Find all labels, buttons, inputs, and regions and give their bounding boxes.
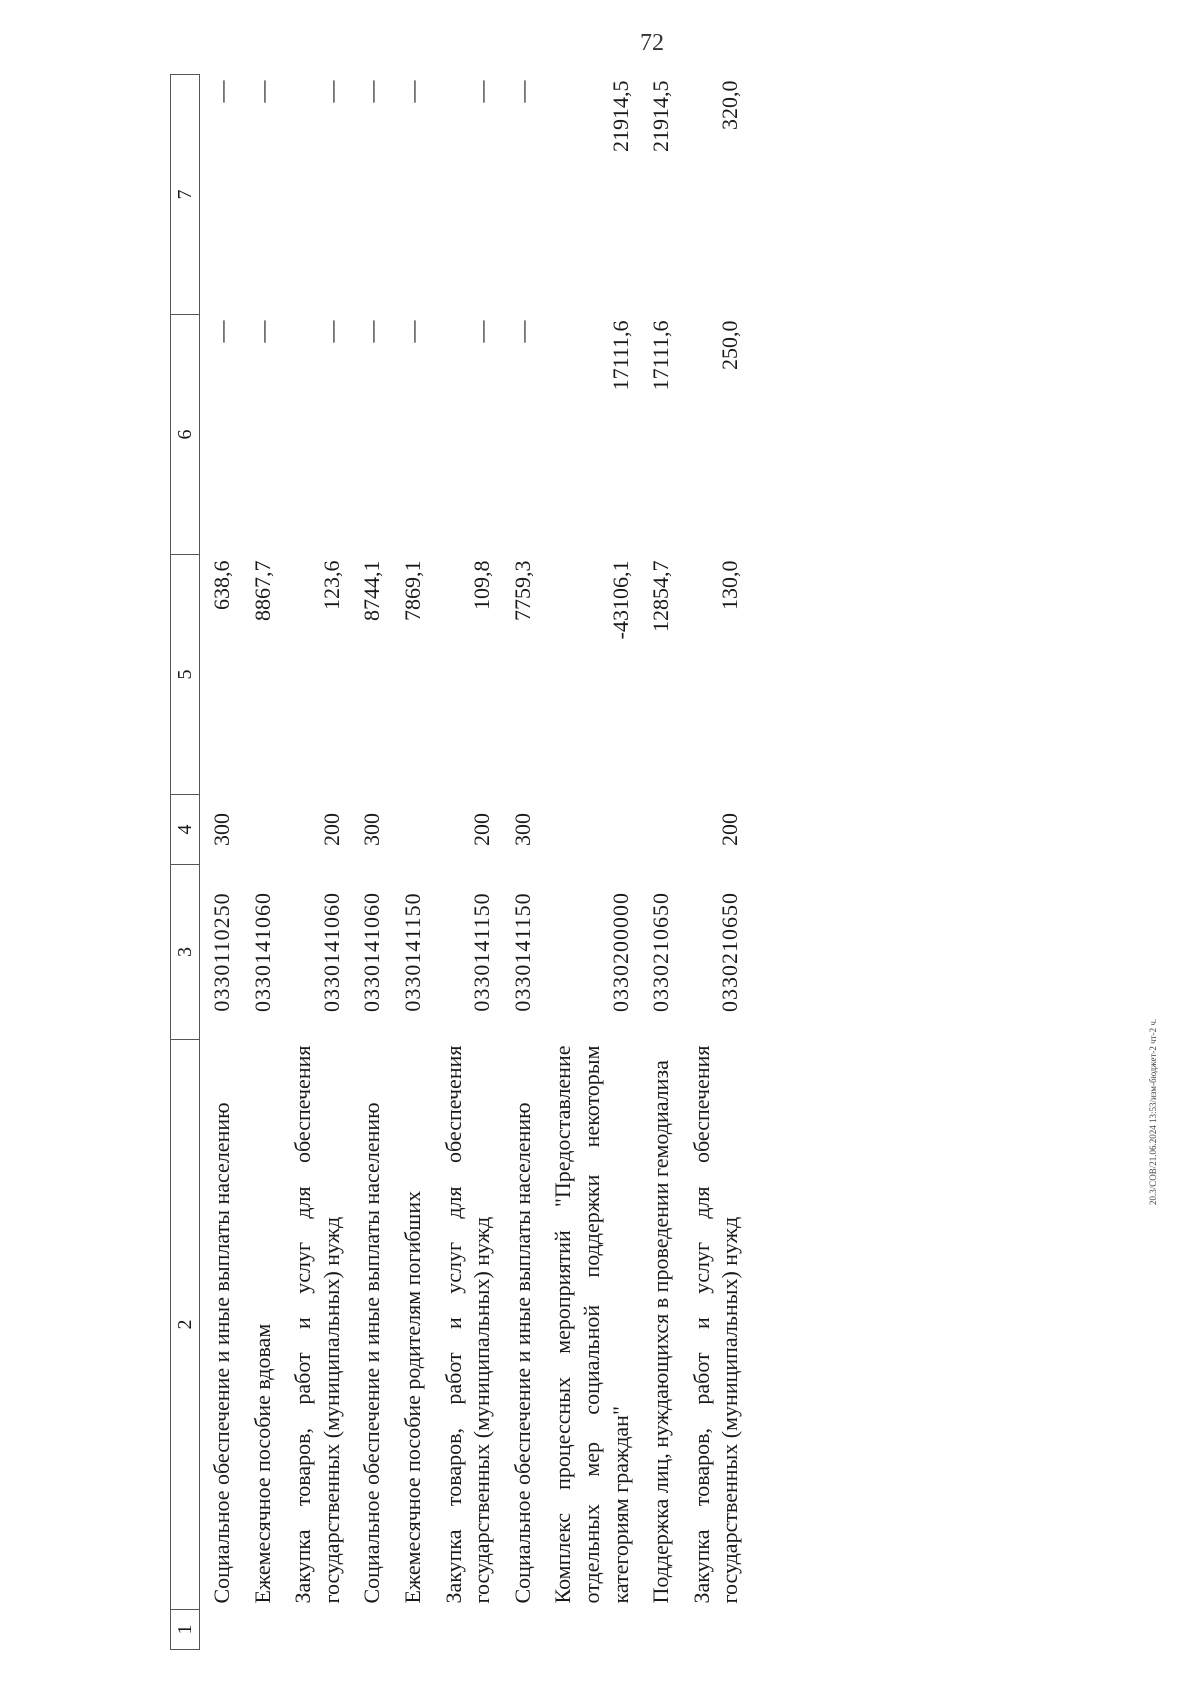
row-code: 0330210650 (648, 892, 674, 1012)
row-name: Социальное обеспечение и иные выплаты населению (509, 1102, 535, 1604)
row-vr (391, 795, 432, 865)
row-vr (241, 795, 282, 865)
row-name: Социальное обеспечение и иные выплаты населению (359, 1102, 385, 1604)
table-row (200, 75, 241, 1650)
row-code: 0330141150 (469, 892, 495, 1012)
row-vr: 200 (318, 813, 344, 846)
row-code: 0330110250 (209, 892, 234, 1012)
row-value-7: — (318, 80, 344, 103)
row-value-7: — (509, 80, 535, 103)
row-value-7: — (209, 80, 234, 103)
table-row (241, 75, 282, 1650)
row-value-6: — (209, 320, 234, 343)
row-value-5: -43106,1 (607, 560, 633, 640)
row-value-5: 8867,7 (249, 560, 275, 621)
header-cell-5: 5 (171, 555, 200, 795)
header-cell-4: 4 (171, 795, 200, 865)
row-value-5: 123,6 (318, 560, 344, 610)
row-name: Закупка товаров, работ и услуг для обеспечения государственных (муниципальных) нужд (440, 1045, 495, 1604)
table-row (501, 75, 542, 1650)
row-vr (639, 795, 680, 865)
row-name: Социальное обеспечение и иные выплаты населению (209, 1102, 234, 1604)
row-code: 0330141060 (249, 892, 275, 1012)
table-row (541, 75, 639, 1650)
row-value-7: 21914,5 (648, 80, 674, 152)
row-name: Ежемесячное пособие вдовам (249, 1323, 275, 1604)
header-cell-7: 7 (171, 75, 200, 315)
header-cell-2: 2 (171, 1040, 200, 1610)
row-value-6: — (509, 320, 535, 343)
row-value-7: — (469, 80, 495, 103)
row-value-5: 7759,3 (509, 560, 535, 621)
row-number-cell (541, 1610, 639, 1650)
row-value-6: — (399, 320, 425, 343)
rotated-table-wrapper (170, 75, 749, 1650)
row-value-5: 8744,1 (359, 560, 385, 621)
row-name: Закупка товаров, работ и услуг для обеспечения государственных (муниципальных) нужд (290, 1045, 344, 1604)
header-row (171, 75, 200, 1650)
row-value-5: 12854,7 (648, 560, 674, 632)
page-number: 72 (640, 30, 664, 56)
row-code: 0330141060 (318, 892, 344, 1012)
row-code: 0330141150 (399, 892, 425, 1012)
row-code: 0330210650 (717, 892, 743, 1012)
row-number-cell (200, 1610, 241, 1650)
row-code: 0330141060 (359, 892, 385, 1012)
row-code: 0330141150 (509, 892, 535, 1012)
budget-table (170, 74, 749, 1650)
row-value-7: 21914,5 (607, 80, 633, 152)
row-vr: 300 (359, 813, 385, 846)
table-row (281, 75, 350, 1650)
row-name: Комплекс процессных мероприятий "Предоставление отдельных мер социальной поддержки некоторым категориям граждан" (550, 1045, 633, 1604)
footer-note: 20.3/СОВ/21.06.2024 13:53/изм-бюджет-2 чт-2 ч. (1148, 1018, 1158, 1205)
row-value-7: — (249, 80, 275, 103)
row-value-7: 320,0 (717, 80, 743, 130)
row-value-5: 638,6 (209, 560, 234, 610)
row-name: Поддержка лиц, нуждающихся в проведении гемодиализа (648, 1060, 674, 1604)
row-value-6: — (249, 320, 275, 343)
row-name: Ежемесячное пособие родителям погибших (399, 1190, 425, 1604)
row-code: 0330200000 (607, 892, 633, 1012)
row-value-5: 130,0 (717, 560, 743, 610)
table-row (639, 75, 680, 1650)
row-vr: 300 (209, 813, 234, 846)
row-number-cell (350, 1610, 391, 1650)
row-name: Закупка товаров, работ и услуг для обеспечения государственных (муниципальных) нужд (688, 1045, 743, 1604)
row-vr: 200 (717, 813, 743, 846)
table-row (680, 75, 749, 1650)
row-value-5: 7869,1 (399, 560, 425, 621)
table-row (391, 75, 432, 1650)
row-vr: 300 (509, 813, 535, 846)
row-number-cell (501, 1610, 542, 1650)
row-vr: 200 (469, 813, 495, 846)
row-vr (541, 795, 639, 865)
row-value-6: 250,0 (717, 320, 743, 370)
row-value-6: 17111,6 (607, 320, 633, 391)
row-value-6: — (359, 320, 385, 343)
row-number-cell (680, 1610, 749, 1650)
row-value-7: — (359, 80, 385, 103)
row-value-5: 109,8 (469, 560, 495, 610)
row-number-cell (241, 1610, 282, 1650)
table-row (350, 75, 391, 1650)
row-number-cell (391, 1610, 432, 1650)
row-number-cell (281, 1610, 350, 1650)
row-value-6: — (469, 320, 495, 343)
header-cell-1: 1 (171, 1610, 200, 1650)
table-row (432, 75, 501, 1650)
row-number-cell (432, 1610, 501, 1650)
row-value-7: — (399, 80, 425, 103)
row-value-6: 17111,6 (648, 320, 674, 391)
header-cell-3: 3 (171, 865, 200, 1040)
header-cell-6: 6 (171, 315, 200, 555)
row-number-cell (639, 1610, 680, 1650)
row-value-6: — (318, 320, 344, 343)
